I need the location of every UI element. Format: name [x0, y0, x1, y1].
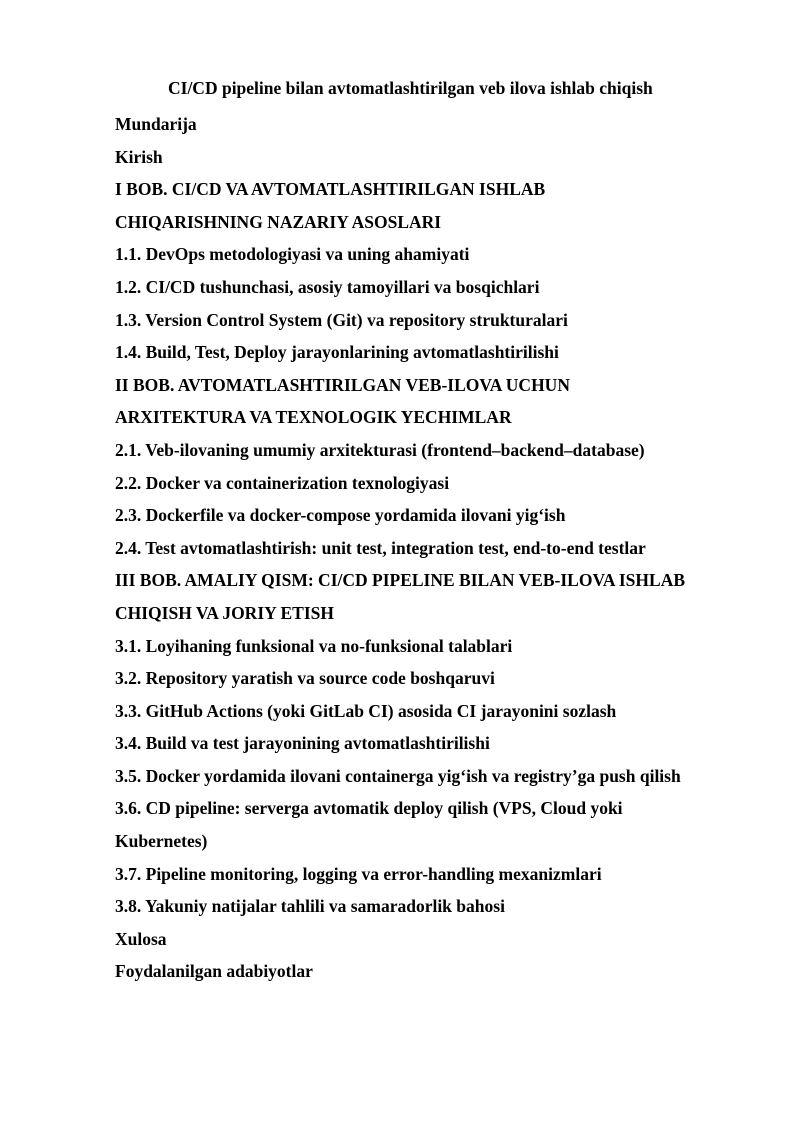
toc-chapter-1-heading: I BOB. CI/CD VA AVTOMATLASHTIRILGAN ISHLAB: [115, 179, 546, 200]
toc-item-references: Foydalanilgan adabiyotlar: [115, 961, 313, 982]
document-title: CI/CD pipeline bilan avtomatlashtirilgan veb ilova ishlab chiqish: [168, 78, 653, 98]
toc-item-3-3: 3.3. GitHub Actions (yoki GitLab CI) asosida CI jarayonini sozlash: [115, 700, 617, 721]
toc-item-3-5: 3.5. Docker yordamida ilovani containerga yig‘ish va registry’ga push qilish: [115, 765, 681, 786]
toc-item-3-7: 3.7. Pipeline monitoring, logging va error-handling mexanizmlari: [115, 863, 602, 884]
toc-item-2-4: 2.4. Test avtomatlashtirish: unit test, integration test, end-to-end testlar: [115, 537, 646, 558]
toc-item-3-4: 3.4. Build va test jarayonining avtomatlashtirilishi: [115, 733, 490, 754]
toc-item-intro: Kirish: [115, 146, 163, 167]
toc-item-2-1: 2.1. Veb-ilovaning umumiy arxitekturasi (frontend–backend–database): [115, 439, 645, 460]
toc-item-3-1: 3.1. Loyihaning funksional va no-funksional talablari: [115, 635, 513, 656]
toc-chapter-3-heading: III BOB. AMALIY QISM: CI/CD PIPELINE BILAN VEB-ILOVA ISHLAB: [115, 570, 686, 591]
toc-item-1-2: 1.2. CI/CD tushunchasi, asosiy tamoyillari va bosqichlari: [115, 276, 540, 297]
toc-item-2-2: 2.2. Docker va containerization texnologiyasi: [115, 472, 450, 493]
toc-item-1-4: 1.4. Build, Test, Deploy jarayonlarining avtomatlashtirilishi: [115, 342, 559, 363]
toc-item-2-3: 2.3. Dockerfile va docker-compose yordamida ilovani yig‘ish: [115, 505, 566, 526]
toc-item-conclusion: Xulosa: [115, 928, 167, 949]
toc-item-3-6: 3.6. CD pipeline: serverga avtomatik deploy qilish (VPS, Cloud yoki: [115, 798, 623, 819]
toc-chapter-2-heading: II BOB. AVTOMATLASHTIRILGAN VEB-ILOVA UCHUN: [115, 374, 570, 395]
toc-item-1-3: 1.3. Version Control System (Git) va repository strukturalari: [115, 309, 568, 330]
toc-item-3-8: 3.8. Yakuniy natijalar tahlili va samaradorlik bahosi: [115, 896, 505, 917]
toc-heading: Mundarija: [115, 114, 197, 134]
toc-item-1-1: 1.1. DevOps metodologiyasi va uning ahamiyati: [115, 244, 470, 265]
toc-item-3-2: 3.2. Repository yaratish va source code boshqaruvi: [115, 668, 495, 689]
toc-item-3-6-cont: Kubernetes): [115, 831, 208, 852]
toc-chapter-3-heading-cont: CHIQISH VA JORIY ETISH: [115, 602, 334, 623]
toc-chapter-2-heading-cont: ARXITEKTURA VA TEXNOLOGIK YECHIMLAR: [115, 407, 512, 428]
toc-chapter-1-heading-cont: CHIQARISHNING NAZARIY ASOSLARI: [115, 211, 442, 232]
table-of-contents: [115, 108, 685, 988]
